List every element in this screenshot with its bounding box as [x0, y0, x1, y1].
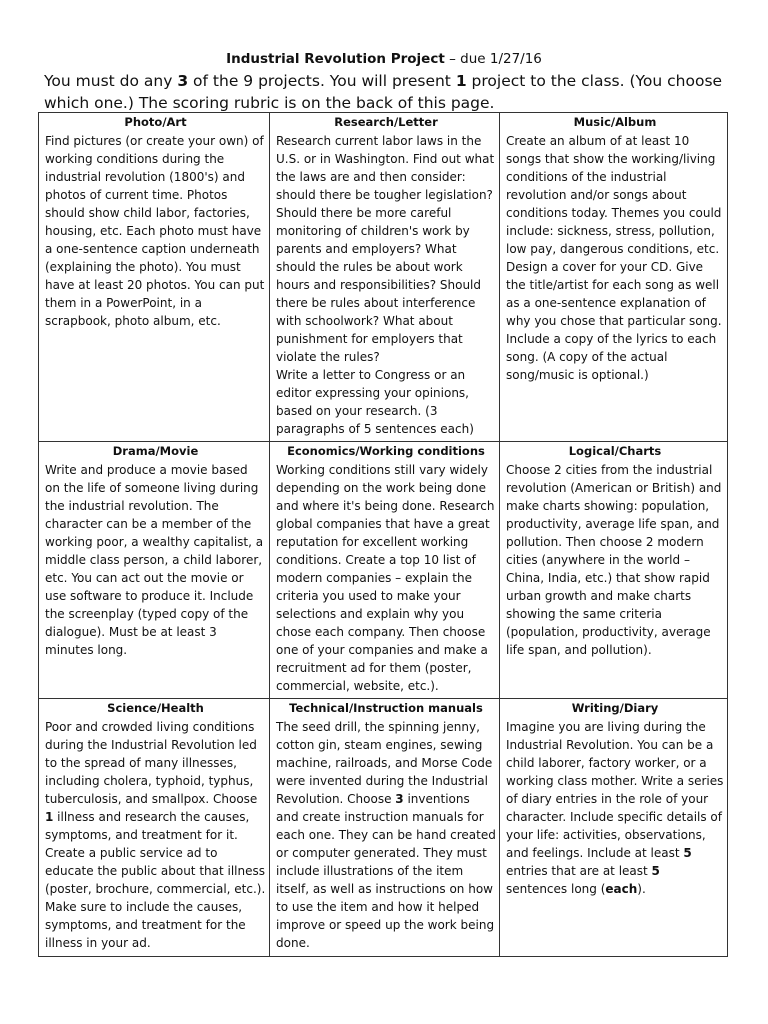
table-row [39, 442, 728, 699]
document-title [0, 50, 768, 68]
description-text: illness and research the causes, symptoms, and treatment for it. Create a public service ad to educate the public about that illness (poster, brochure, commercial, etc.). Make sure to include the causes, symptoms, and treatment for the illness in your ad. [45, 810, 266, 950]
projects-table [38, 112, 728, 957]
project-cell-economics [270, 442, 500, 699]
project-cell-writing-diary [500, 699, 728, 957]
project-cell-logical-charts [500, 442, 728, 699]
emphasis-number: 1 [45, 810, 54, 824]
project-description: Research current labor laws in the U.S. or in Washington. Find out what the laws are and then consider: should there be tougher legislation? Should there be more careful monitoring of children's work by parents and employers? What should the rules be about work hours and responsibilities? Should there be rules about interference with schoolwork? What about punishment for employers that violate the rules? Write a letter to Congress or an editor expressing your opinions, based on your research. (3 paragraphs of 5 sentences each) [276, 134, 495, 436]
project-heading: Technical/Instruction manuals [289, 701, 483, 715]
description-text: The seed drill, the spinning jenny, cotton gin, steam engines, sewing machine, railroads, and Morse Code were invented during the Industrial Revolution. Choose [276, 720, 493, 806]
description-text: Poor and crowded living conditions during the Industrial Revolution led to the spread of many illnesses, including cholera, typhoid, typhus, tuberculosis, and smallpox. Choose [45, 720, 258, 806]
project-title: Industrial Revolution Project [226, 51, 445, 67]
project-heading: Writing/Diary [571, 701, 659, 715]
project-heading: Drama/Movie [112, 444, 199, 458]
project-description: Working conditions still vary widely depending on the work being done and where it's being done. Research global companies that have a great reputation for excellent working conditions. Create a top 10 list of modern companies – explain the criteria you used to make your selections and explain why you chose each company. Then choose one of your companies and make a recruitment ad for them (poster, commercial, website, etc.). [276, 463, 495, 693]
description-text: sentences long ( [506, 882, 606, 896]
project-heading: Music/Album [573, 115, 657, 129]
emphasis-word: each [605, 882, 638, 896]
instructions-text: project to the class. (You choose which one.) The scoring rubric is on the back of this page. [44, 72, 723, 112]
emphasis-number: 5 [651, 864, 660, 878]
project-description [506, 718, 724, 898]
table-row [39, 113, 728, 442]
instructions-text: You must do any [44, 72, 178, 90]
project-cell-drama-movie [39, 442, 270, 699]
instructions-paragraph [44, 70, 734, 114]
description-text: Imagine you are living during the Industrial Revolution. You can be a child laborer, factory worker, or a working class mother. Write a series of diary entries in the role of your character. Include specific details of your life: activities, observations, and feelings. Include at least [506, 720, 724, 860]
project-cell-research-letter [270, 113, 500, 442]
description-text: ). [637, 882, 646, 896]
emphasis-number: 5 [683, 846, 692, 860]
project-count: 3 [177, 72, 189, 90]
project-heading: Research/Letter [334, 115, 438, 129]
project-description [45, 718, 266, 952]
due-date: – due 1/27/16 [444, 51, 542, 67]
present-count: 1 [455, 72, 467, 90]
project-heading: Science/Health [107, 701, 204, 715]
project-heading: Economics/Working conditions [287, 444, 485, 458]
project-description: Write and produce a movie based on the life of someone living during the industrial revolution. The character can be a member of the working poor, a wealthy capitalist, a middle class person, a child laborer, etc. You can act out the movie or use software to produce it. Include the screenplay (typed copy of the dialogue). Must be at least 3 minutes long. [45, 463, 264, 657]
instructions-text: of the 9 projects. You will present [188, 72, 456, 90]
project-description: Create an album of at least 10 songs that show the working/living conditions of the industrial revolution and/or songs about conditions today. Themes you could include: sickness, stress, pollution, low pay, dangerous conditions, etc. Design a cover for your CD. Give the title/artist for each song as well as a one-sentence explanation of why you chose that particular song. Include a copy of the lyrics to each song. (A copy of the actual song/music is optional.) [506, 134, 722, 382]
description-text: entries that are at least [506, 864, 652, 878]
project-cell-photo-art [39, 113, 270, 442]
project-cell-technical [270, 699, 500, 957]
project-heading: Logical/Charts [568, 444, 662, 458]
project-cell-music-album [500, 113, 728, 442]
description-text: inventions and create instruction manuals for each one. They can be hand created or computer generated. They must include illustrations of the item itself, as well as instructions on how to use the item and how it helped improve or speed up the work being done. [276, 792, 496, 950]
project-description: Choose 2 cities from the industrial revolution (American or British) and make charts showing: population, productivity, average life span, and pollution. Then choose 2 modern cities (anywhere in the world – China, India, etc.) that show rapid urban growth and make charts showing the same criteria (population, productivity, average life span, and pollution). [506, 463, 722, 657]
table-row [39, 699, 728, 957]
project-heading: Photo/Art [124, 115, 187, 129]
project-cell-science-health [39, 699, 270, 957]
emphasis-number: 3 [395, 792, 404, 806]
project-description [276, 718, 496, 952]
project-description: Find pictures (or create your own) of working conditions during the industrial revolution (1800's) and photos of current time. Photos should show child labor, factories, housing, etc. Each photo must have a one-sentence caption underneath (explaining the photo). You must have at least 20 photos. You can put them in a PowerPoint, in a scrapbook, photo album, etc. [45, 134, 265, 328]
